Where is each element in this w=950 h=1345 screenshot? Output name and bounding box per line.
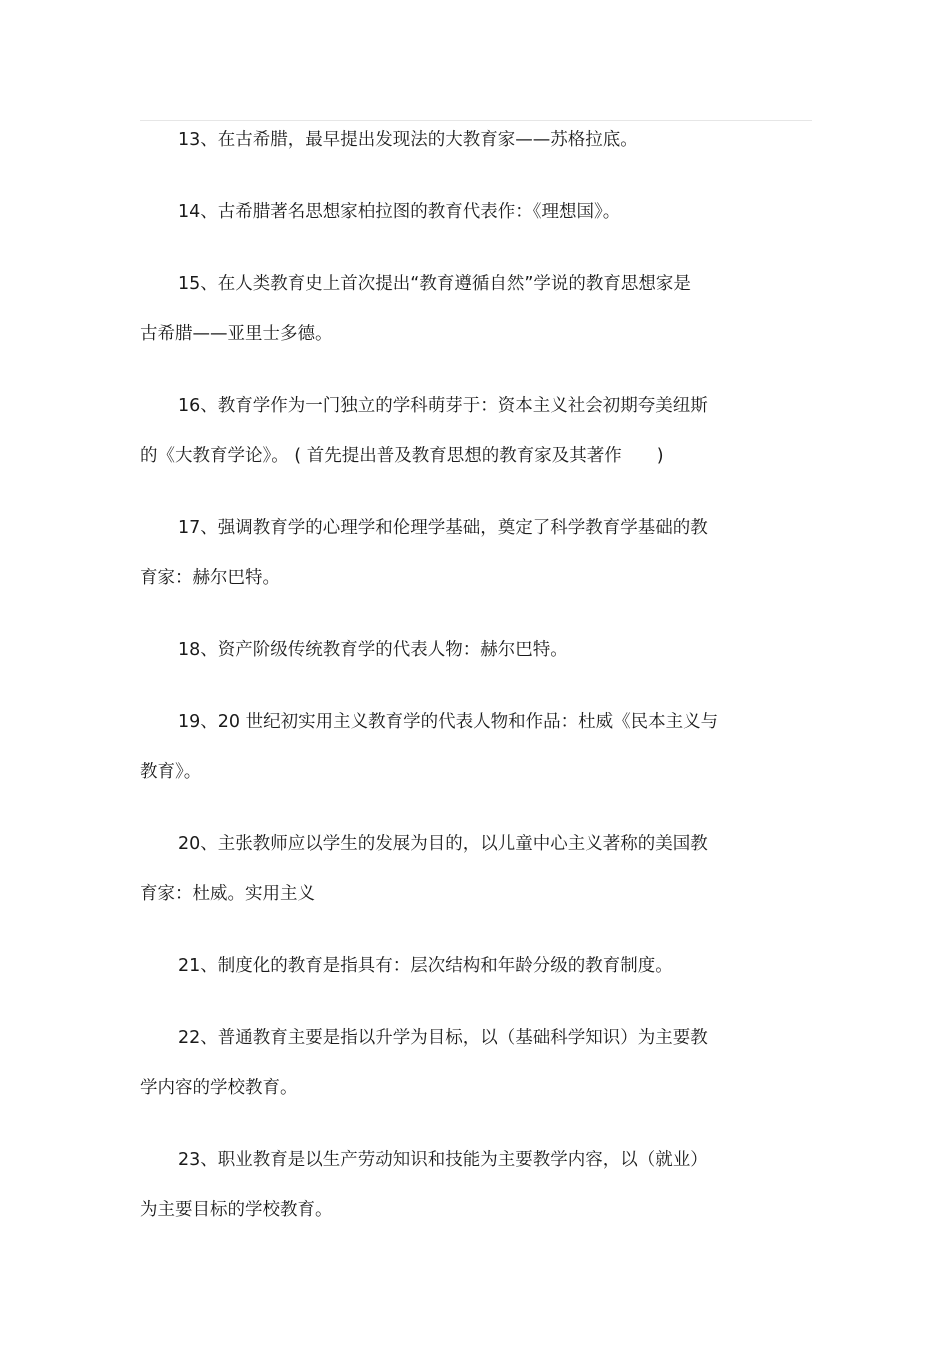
item-16: [140, 390, 780, 472]
item-text-continued: 学内容的学校教育。: [140, 1078, 298, 1098]
item-text-continued: 育家：赫尔巴特。: [140, 568, 280, 588]
item-20: [140, 828, 780, 910]
item-text: 14、古希腊著名思想家柏拉图的教育代表作：《理想国》。: [178, 202, 621, 222]
item-text: 17、强调教育学的心理学和伦理学基础，奠定了科学教育学基础的教: [178, 518, 708, 538]
item-text: 19、20 世纪初实用主义教育学的代表人物和作品：杜威《民本主义与: [178, 712, 719, 732]
item-text: 13、在古希腊，最早提出发现法的大教育家——苏格拉底。: [178, 130, 638, 150]
item-text: 16、教育学作为一门独立的学科萌芽于：资本主义社会初期夸美纽斯: [178, 396, 708, 416]
item-19: [140, 706, 780, 788]
item-text: 23、职业教育是以生产劳动知识和技能为主要教学内容，以（就业）: [178, 1150, 708, 1170]
item-text: 22、普通教育主要是指以升学为目标，以（基础科学知识）为主要教: [178, 1028, 708, 1048]
item-21: [140, 950, 780, 982]
item-text: 20、主张教师应以学生的发展为目的，以儿童中心主义著称的美国教: [178, 834, 708, 854]
item-22: [140, 1022, 780, 1104]
item-text-continued: 为主要目标的学校教育。: [140, 1200, 333, 1220]
item-text-continued: 的《大教育学论》。 ( 首先提出普及教育思想的教育家及其著作 ): [140, 446, 664, 466]
document-body: [140, 124, 780, 1226]
item-23: [140, 1144, 780, 1226]
item-text: 18、资产阶级传统教育学的代表人物：赫尔巴特。: [178, 640, 568, 660]
item-14: [140, 196, 780, 228]
item-text-continued: 古希腊——亚里士多德。: [140, 324, 333, 344]
item-13: [140, 124, 780, 156]
item-text-continued: 教育》。: [140, 762, 202, 782]
item-17: [140, 512, 780, 594]
header-rule: [140, 120, 812, 121]
item-text: 21、制度化的教育是指具有：层次结构和年龄分级的教育制度。: [178, 956, 673, 976]
item-text: 15、在人类教育史上首次提出“教育遵循自然”学说的教育思想家是: [178, 274, 691, 294]
item-15: [140, 268, 780, 350]
item-text-continued: 育家：杜威。实用主义: [140, 884, 315, 904]
item-18: [140, 634, 780, 666]
